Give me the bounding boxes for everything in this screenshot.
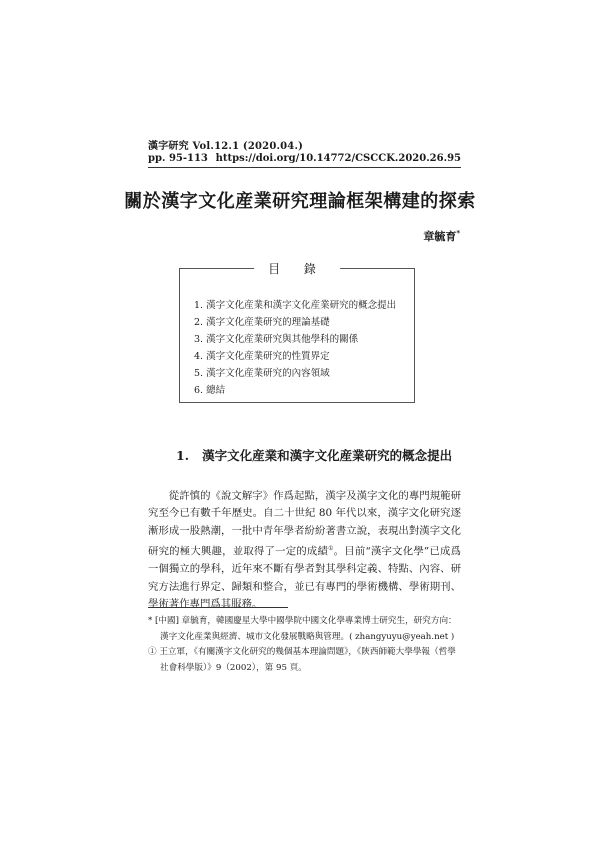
footnote-1: ① 王立軍，《有關漢字文化研究的幾個基本理論問題》，《陝西師範大學學報（哲學社會科學版）》9（2002），第 95 頁。 (148, 647, 456, 673)
footnote-divider (148, 607, 288, 608)
toc-list (194, 297, 396, 399)
section-heading (176, 446, 452, 464)
table-of-contents (179, 262, 415, 403)
body-text (148, 488, 461, 613)
journal-meta (148, 153, 461, 164)
toc-item: 5. 漢字文化産業研究的內容領域 (194, 368, 330, 379)
footnotes (148, 614, 461, 676)
footnote-author: * [中國] 章毓育，韓國慶星大學中國學院中國文化學專業博士研究生，研究方向：漢字文化産業與經濟、城市文化發展戰略與管理。( zhangyuyu@yeah.net ) (148, 616, 457, 642)
toc-heading: 目 錄 (254, 260, 340, 277)
journal-name: 漢字研究 Vol.12.1 (2020.04.) (148, 141, 304, 152)
paper-title: 關於漢字文化産業研究理論框架構建的探索 (124, 191, 476, 212)
section-number: 1. (176, 448, 190, 463)
section-title: 漢字文化産業和漢字文化産業研究的概念提出 (202, 448, 453, 463)
toc-item: 1. 漢字文化産業和漢字文化産業研究的概念提出 (194, 300, 397, 311)
footnote-ref: ① (328, 545, 334, 553)
toc-item: 3. 漢字文化産業研究與其他學科的關係 (194, 334, 359, 345)
author-name: 章毓育* (423, 228, 460, 243)
toc-item: 4. 漢字文化産業研究的性質界定 (194, 351, 330, 362)
toc-item: 2. 漢字文化産業研究的理論基礎 (194, 317, 330, 328)
header-divider (148, 167, 461, 168)
doi-link[interactable]: https://doi.org/10.14772/CSCCK.2020.26.95 (215, 153, 461, 164)
toc-item: 6. 總結 (194, 385, 226, 396)
paragraph: 從許慎的《說文解字》作爲起點，漢字及漢字文化的專門規範研究至今已有數千年歷史。自二十世紀 80 年代以來，漢字文化研究逐漸形成一股熱潮，一批中青年學者紛紛著書立說，表現出對漢字文化研究的極大興趣，並取得了一定的成績①。目前“漢字文化學”已成爲一個獨立的學科，近年來不斷有學者對其學科定義、特點、內容、研究方法進行界定、歸類和整合，並已有專門的學術機構、學術期刊、學術著作專門爲其服務。 (148, 490, 462, 610)
author-footnote-mark: * (456, 228, 460, 238)
page-range: pp. 95-113 (148, 153, 208, 164)
